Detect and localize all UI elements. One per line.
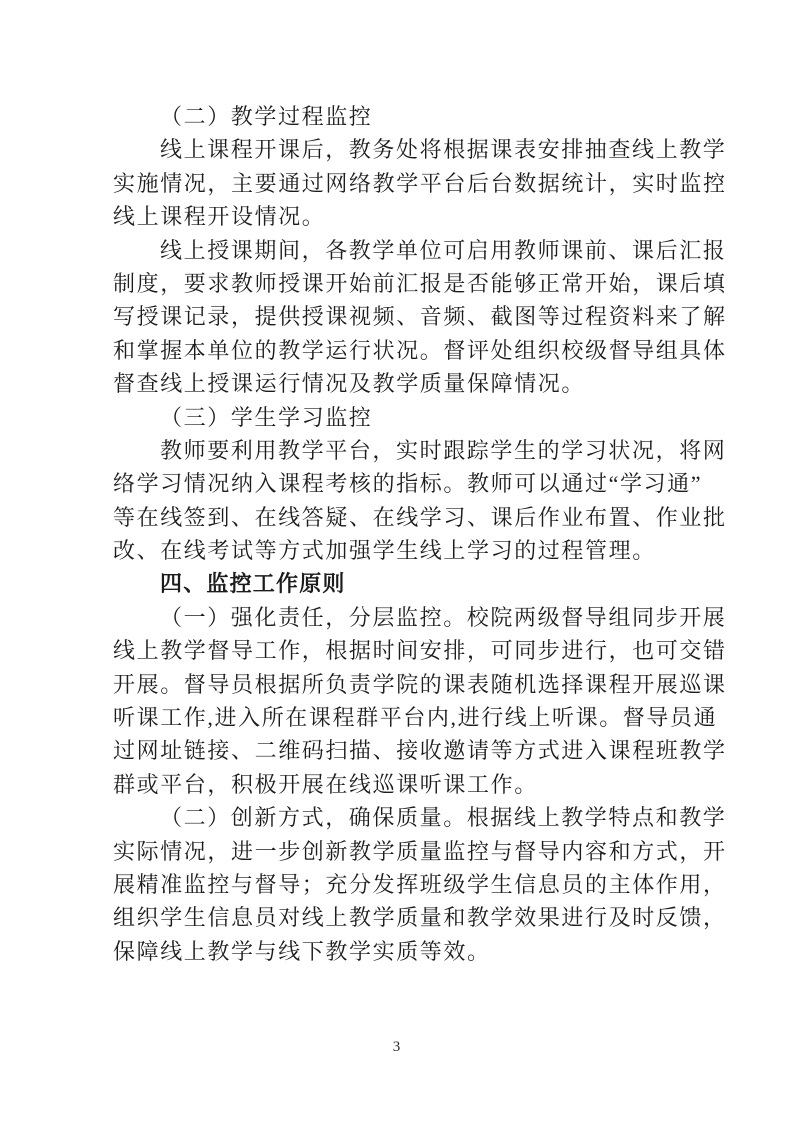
text-line: 组织学生信息员对线上教学质量和教学效果进行及时反馈， <box>113 905 727 931</box>
text-line: 实际情况，进一步创新教学质量监控与督导内容和方式，开 <box>113 838 727 864</box>
text-line: 改、在线考试等方式加强学生线上学习的过程管理。 <box>113 538 656 564</box>
text-line: （一）强化责任，分层监控。校院两级督导组同步开展 <box>160 604 727 630</box>
text-line: 写授课记录，提供授课视频、音频、截图等过程资料来了解 <box>113 304 727 330</box>
text-line: 制度，要求教师授课开始前汇报是否能够正常开始，课后填 <box>113 270 727 296</box>
page-number: 3 <box>392 1039 401 1055</box>
text-line: （二）创新方式，确保质量。根据线上教学特点和教学 <box>160 805 727 831</box>
section-heading: 四、监控工作原则 <box>160 571 346 597</box>
text-line: 过网址链接、二维码扫描、接收邀请等方式进入课程班教学 <box>113 738 727 764</box>
text-line: 络学习情况纳入课程考核的指标。教师可以通过“学习通” <box>113 471 703 497</box>
text-line: 督查线上授课运行情况及教学质量保障情况。 <box>113 371 586 397</box>
subsection-heading: （三）学生学习监控 <box>160 404 373 430</box>
text-line: 群或平台，积极开展在线巡课听课工作。 <box>113 771 538 797</box>
text-line: 线上授课期间，各教学单位可启用教师课前、课后汇报 <box>160 237 727 263</box>
text-line: 线上课程开设情况。 <box>113 204 326 230</box>
text-line: 线上教学督导工作，根据时间安排，可同步进行，也可交错 <box>113 638 727 664</box>
text-line: 线上课程开课后，教务处将根据课表安排抽查线上教学 <box>160 137 727 163</box>
subsection-heading: （二）教学过程监控 <box>160 104 373 129</box>
text-line: 展精准监控与督导；充分发挥班级学生信息员的主体作用， <box>113 871 727 897</box>
text-line: 和掌握本单位的教学运行状况。督评处组织校级督导组具体 <box>113 337 727 363</box>
text-line: 实施情况，主要通过网络教学平台后台数据统计，实时监控 <box>113 170 727 196</box>
text-line: 等在线签到、在线答疑、在线学习、课后作业布置、作业批 <box>113 504 727 530</box>
text-line: 开展。督导员根据所负责学院的课表随机选择课程开展巡课 <box>113 671 727 697</box>
document-body <box>113 100 727 968</box>
text-line: 听课工作,进入所在课程群平台内,进行线上听课。督导员通 <box>113 705 718 731</box>
text-line: 教师要利用教学平台，实时跟踪学生的学习状况，将网 <box>160 437 727 463</box>
text-line: 保障线上教学与线下教学实质等效。 <box>113 938 491 964</box>
